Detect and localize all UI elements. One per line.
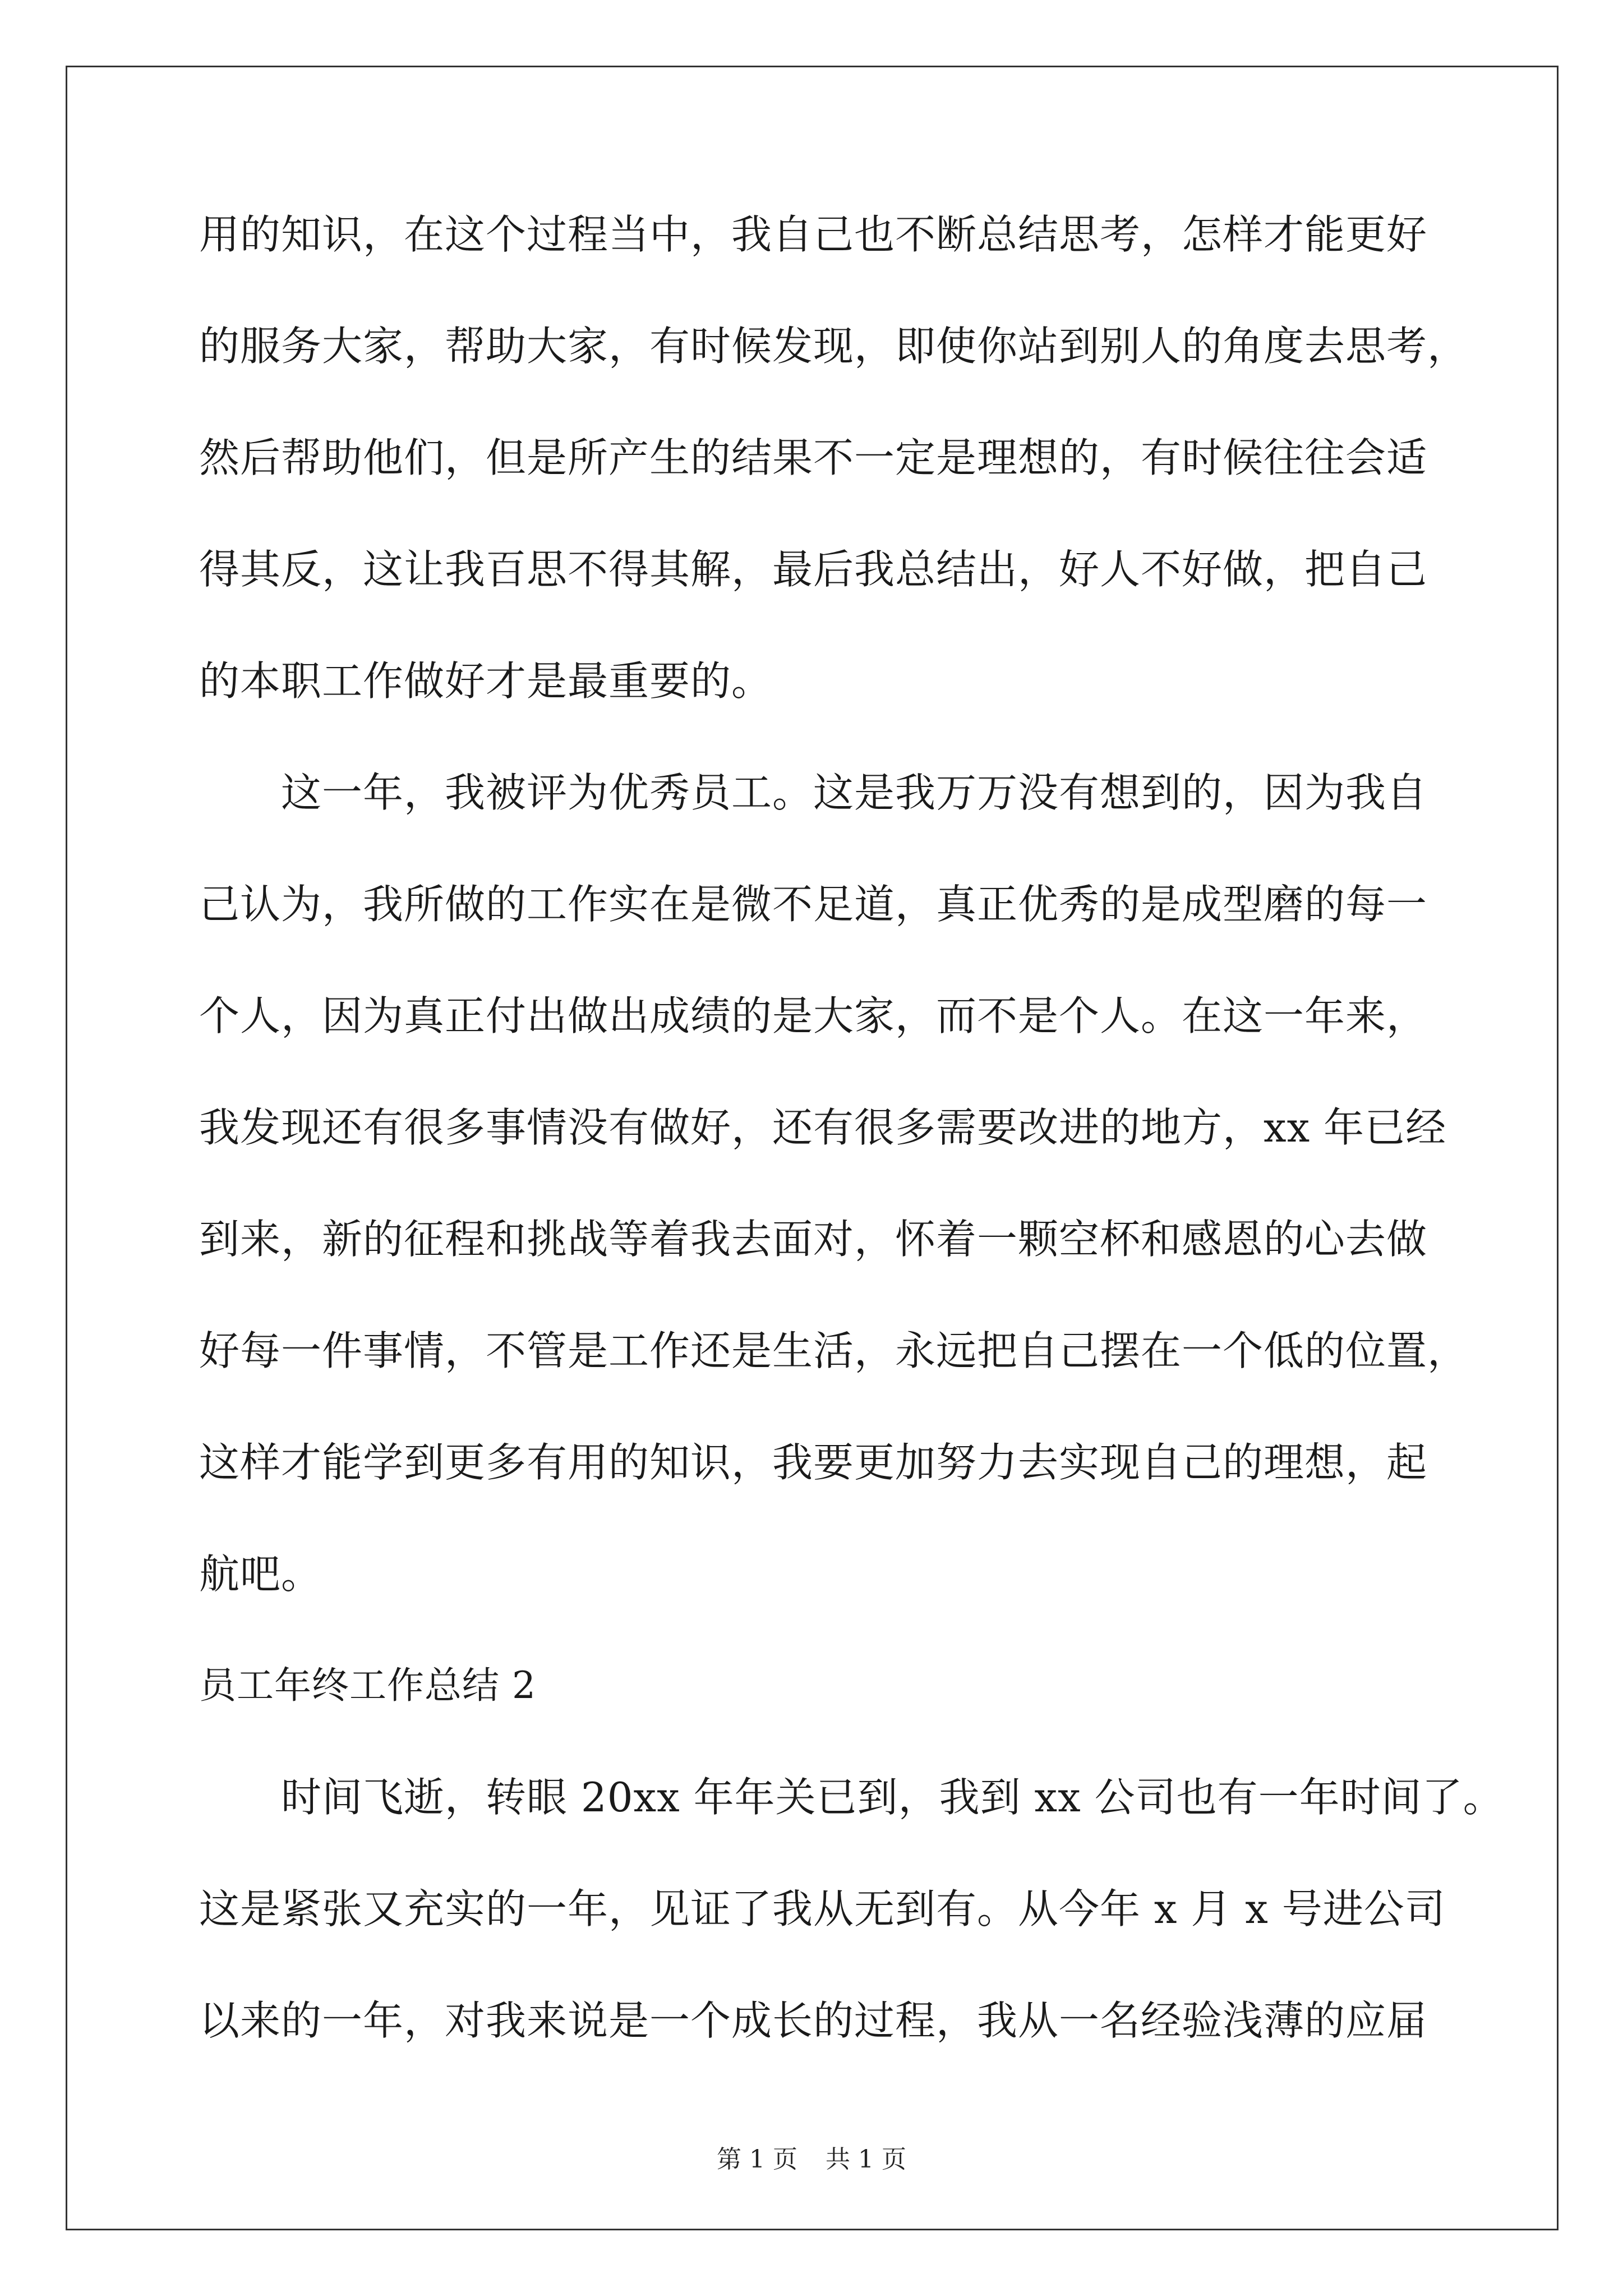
text-line: 这是紧张又充实的一年，见证了我从无到有。从今年 x 月 x 号进公司 bbox=[199, 1885, 1446, 1932]
text-line: 得其反，这让我百思不得其解，最后我总结出，好人不好做，把自己 bbox=[199, 546, 1428, 593]
text-line: 的本职工作做好才是最重要的。 bbox=[199, 657, 773, 705]
text-line: 然后帮助他们，但是所产生的结果不一定是理想的，有时候往往会适 bbox=[199, 434, 1428, 481]
text-line: 以来的一年，对我来说是一个成长的过程，我从一名经验浅薄的应届 bbox=[199, 1997, 1428, 2044]
text-line: 己认为，我所做的工作实在是微不足道，真正优秀的是成型磨的每一 bbox=[199, 881, 1428, 928]
page-number: 第 1 页 bbox=[717, 2145, 797, 2174]
text-line: 好每一件事情，不管是工作还是生活，永远把自己摆在一个低的位置， bbox=[199, 1327, 1469, 1374]
text-line: 的服务大家，帮助大家，有时候发现，即使你站到别人的角度去思考， bbox=[199, 323, 1469, 370]
text-line: 航吧。 bbox=[199, 1550, 322, 1598]
text-line: 这样才能学到更多有用的知识，我要更加努力去实现自己的理想，起 bbox=[199, 1439, 1428, 1486]
text-line: 个人，因为真正付出做出成绩的是大家，而不是个人。在这一年来， bbox=[199, 992, 1428, 1039]
text-line: 用的知识，在这个过程当中，我自己也不断总结思考，怎样才能更好 bbox=[199, 211, 1428, 258]
page-total: 共 1 页 bbox=[826, 2145, 906, 2174]
section-heading: 员工年终工作总结 2 bbox=[199, 1664, 536, 1707]
text-line: 我发现还有很多事情没有做好，还有很多需要改进的地方，xx 年已经 bbox=[199, 1104, 1447, 1151]
text-line: 这一年，我被评为优秀员工。这是我万万没有想到的，因为我自 bbox=[199, 769, 1428, 816]
page-footer bbox=[0, 2143, 1623, 2177]
text-line: 时间飞逝，转眼 20xx 年年关已到，我到 xx 公司也有一年时间了。 bbox=[199, 1774, 1504, 1821]
text-line: 到来，新的征程和挑战等着我去面对，怀着一颗空杯和感恩的心去做 bbox=[199, 1216, 1428, 1263]
